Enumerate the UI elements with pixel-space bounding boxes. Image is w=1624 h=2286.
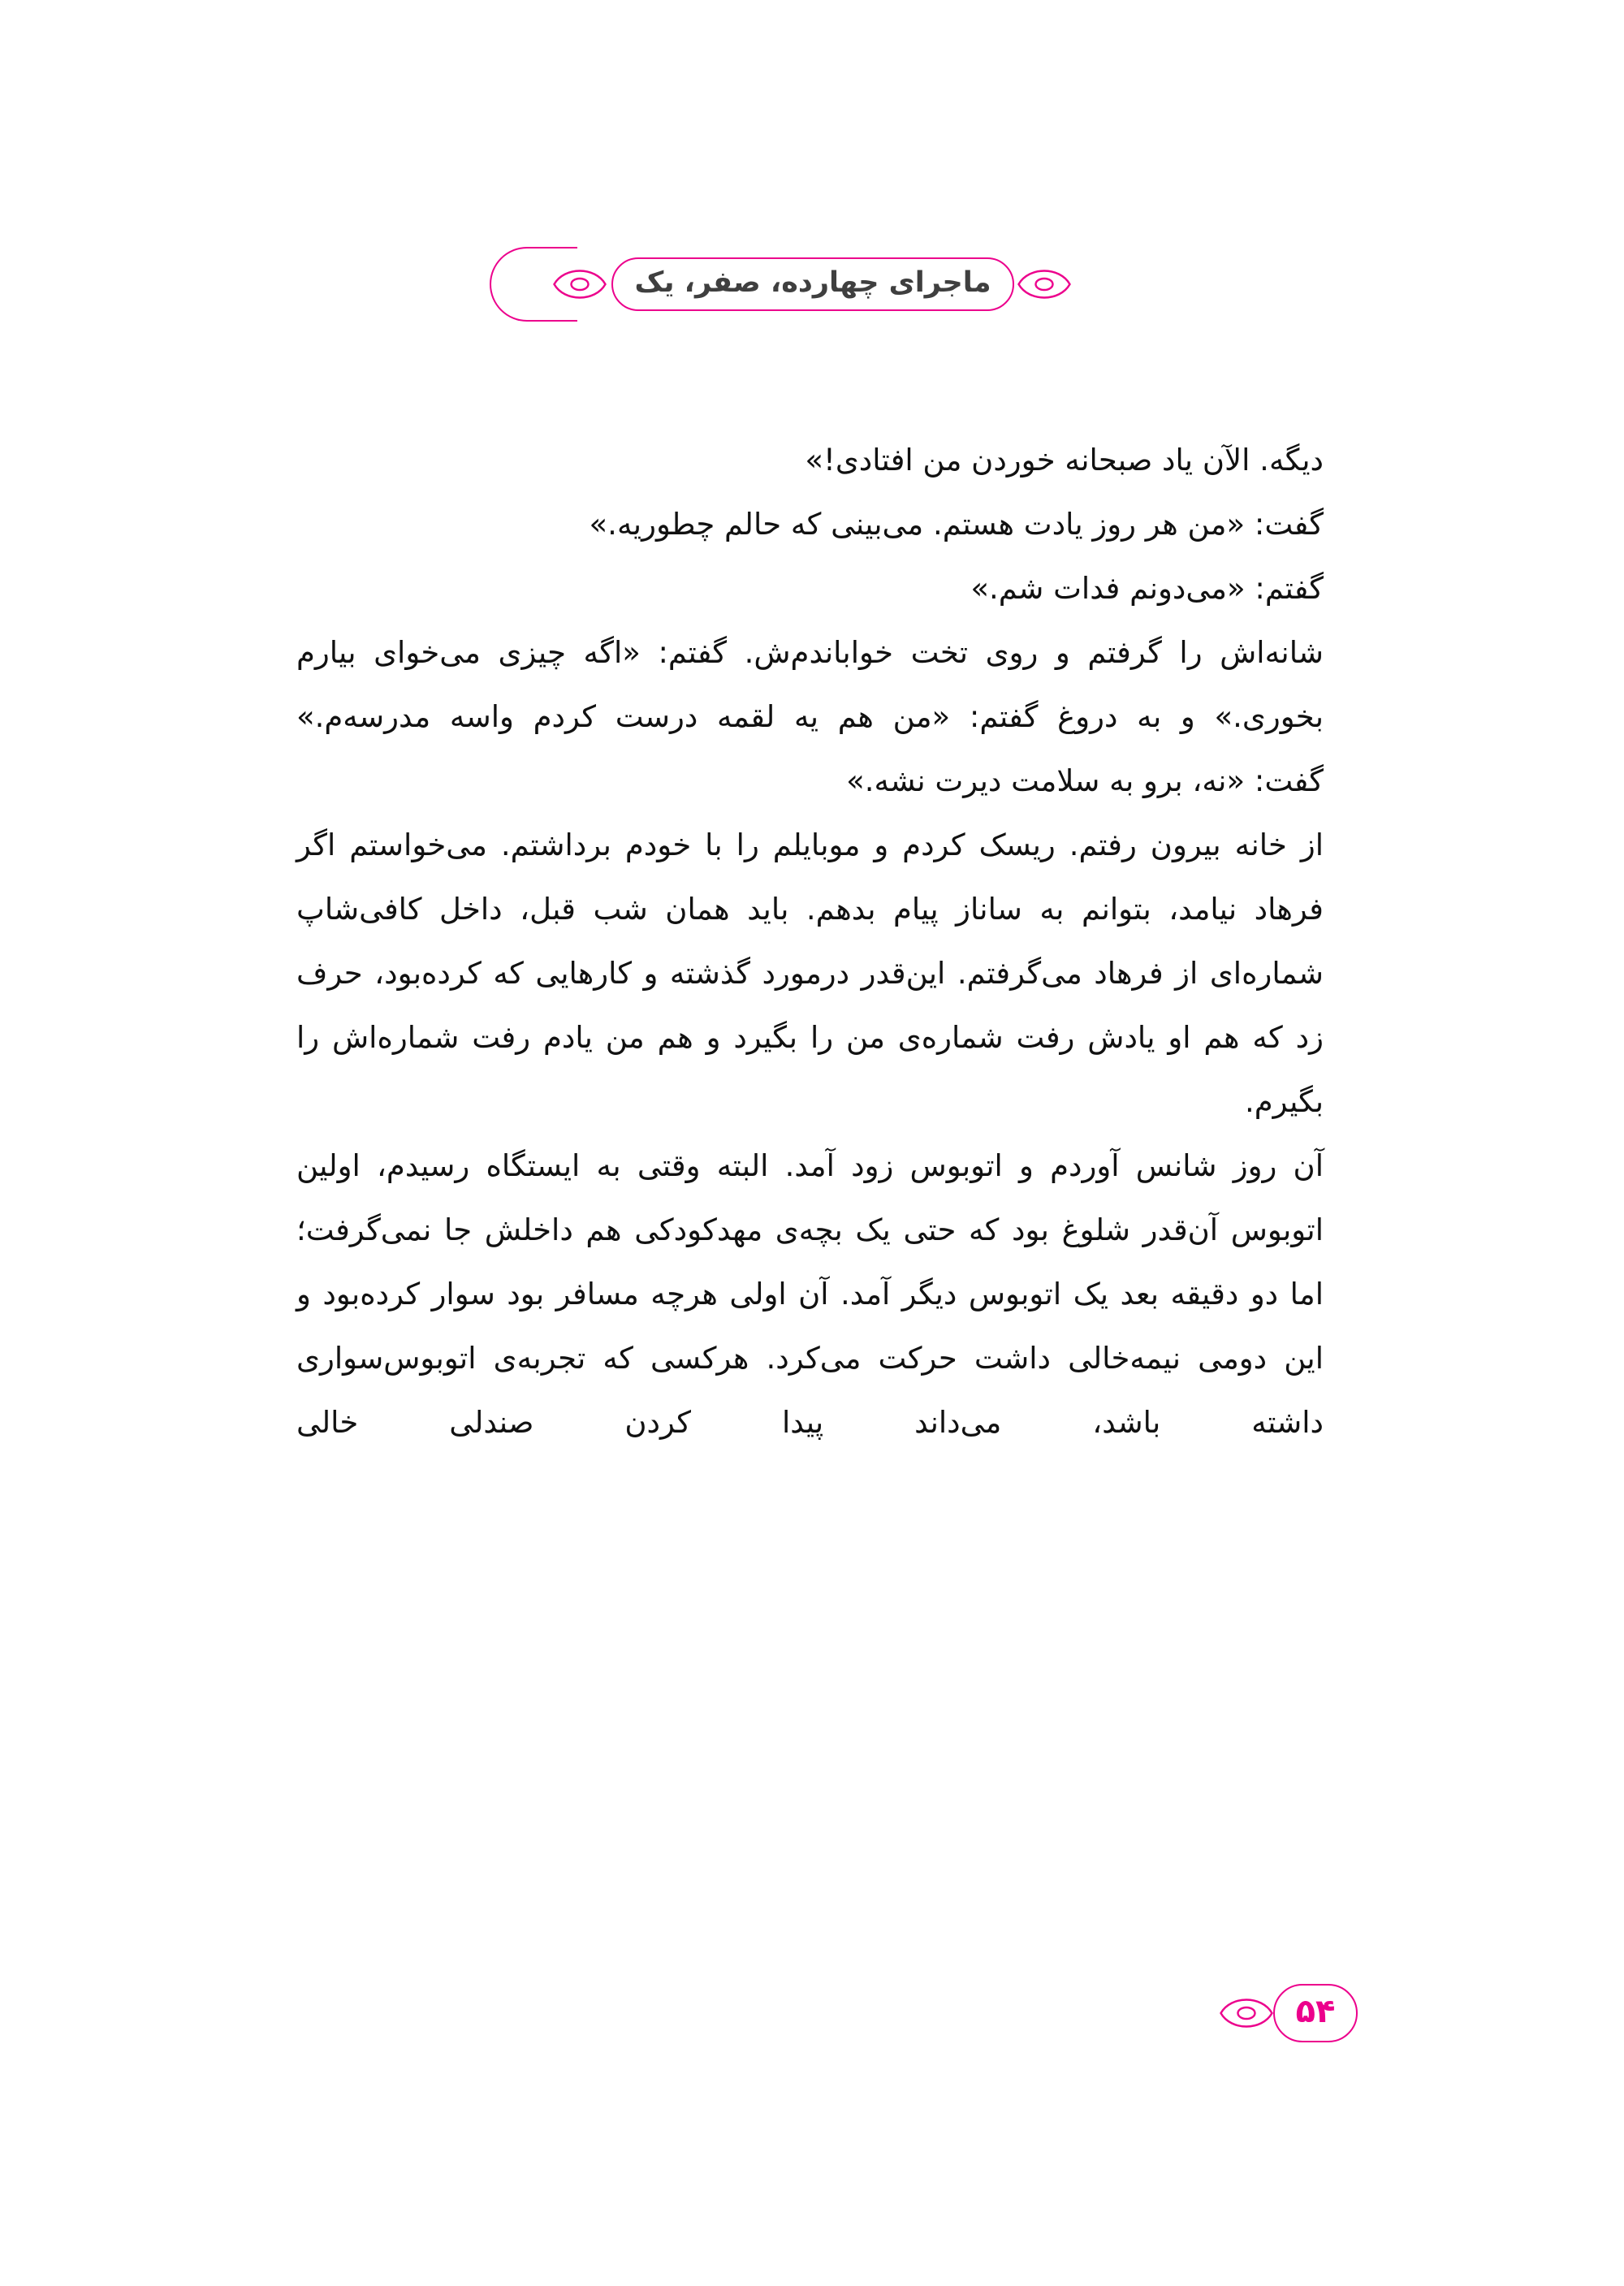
page-header <box>0 240 1624 328</box>
header-ornament-right <box>1017 262 1071 306</box>
page-body-text <box>296 428 1324 1454</box>
body-paragraph: گفت: «نه، برو به سلامت دیرت نشه.» <box>846 763 1324 798</box>
header-ornament-left <box>553 262 607 306</box>
body-paragraph: دیگه. الآن یاد صبحانه خوردن من افتادی!» <box>805 443 1324 478</box>
page-number-text: ۵۴ <box>1295 1993 1336 2030</box>
chapter-title-pill <box>611 257 1013 311</box>
page-footer <box>1163 1968 1358 2058</box>
footer-ornament <box>1220 1991 1273 2035</box>
eye-ornament-icon <box>1220 1991 1273 2035</box>
body-paragraph: گفتم: «می‌دونم فدات شم.» <box>970 571 1324 606</box>
chapter-title-text: ماجرای چهارده، صفر، یک <box>634 266 991 299</box>
body-paragraph: از خانه بیرون رفتم. ریسک کردم و موبایلم را با خودم برداشتم. می‌خواستم اگر فرهاد نیامد، بتوانم به ساناز پیام بدهم. باید همان شب قبل، داخل کافی‌شاپ شماره‌ای از فرهاد می‌گرفتم. این‌قدر درمورد گذشته و کارهایی که کرده‌بود، حرف زد که هم او یادش رفت شماره‌ی من را بگیرد و هم من یادم رفت شماره‌اش را بگیرم. <box>296 828 1324 1119</box>
page-number-badge <box>1273 1984 1358 2042</box>
chapter-title-group <box>553 240 1070 328</box>
body-paragraph: شانه‌اش را گرفتم و روی تخت خواباندم‌ش. گفتم: «اگه چیزی می‌خوای بیارم بخوری.» و به دروغ گفتم: «من هم یه لقمه درست کردم واسه مدرسه‌م.» <box>296 635 1324 734</box>
eye-ornament-icon <box>1017 262 1071 306</box>
body-paragraph: آن روز شانس آوردم و اتوبوس زود آمد. البته وقتی به ایستگاه رسیدم، اولین اتوبوس آن‌قدر شلوغ بود که حتی یک بچه‌ی مهدکودکی هم داخلش جا نمی‌گرفت؛ اما دو دقیقه بعد یک اتوبوس دیگر آمد. آن اولی هرچه مسافر بود سوار کرده‌بود و این دومی نیمه‌خالی داشت حرکت می‌کرد. هرکسی که تجربه‌ی اتوبوس‌سواری داشته باشد، می‌داند پیدا کردن صندلی خالی <box>296 1148 1324 1440</box>
header-decorative-pill <box>490 247 577 322</box>
body-paragraph: گفت: «من هر روز یادت هستم. می‌بینی که حالم چطوریه.» <box>589 507 1324 542</box>
